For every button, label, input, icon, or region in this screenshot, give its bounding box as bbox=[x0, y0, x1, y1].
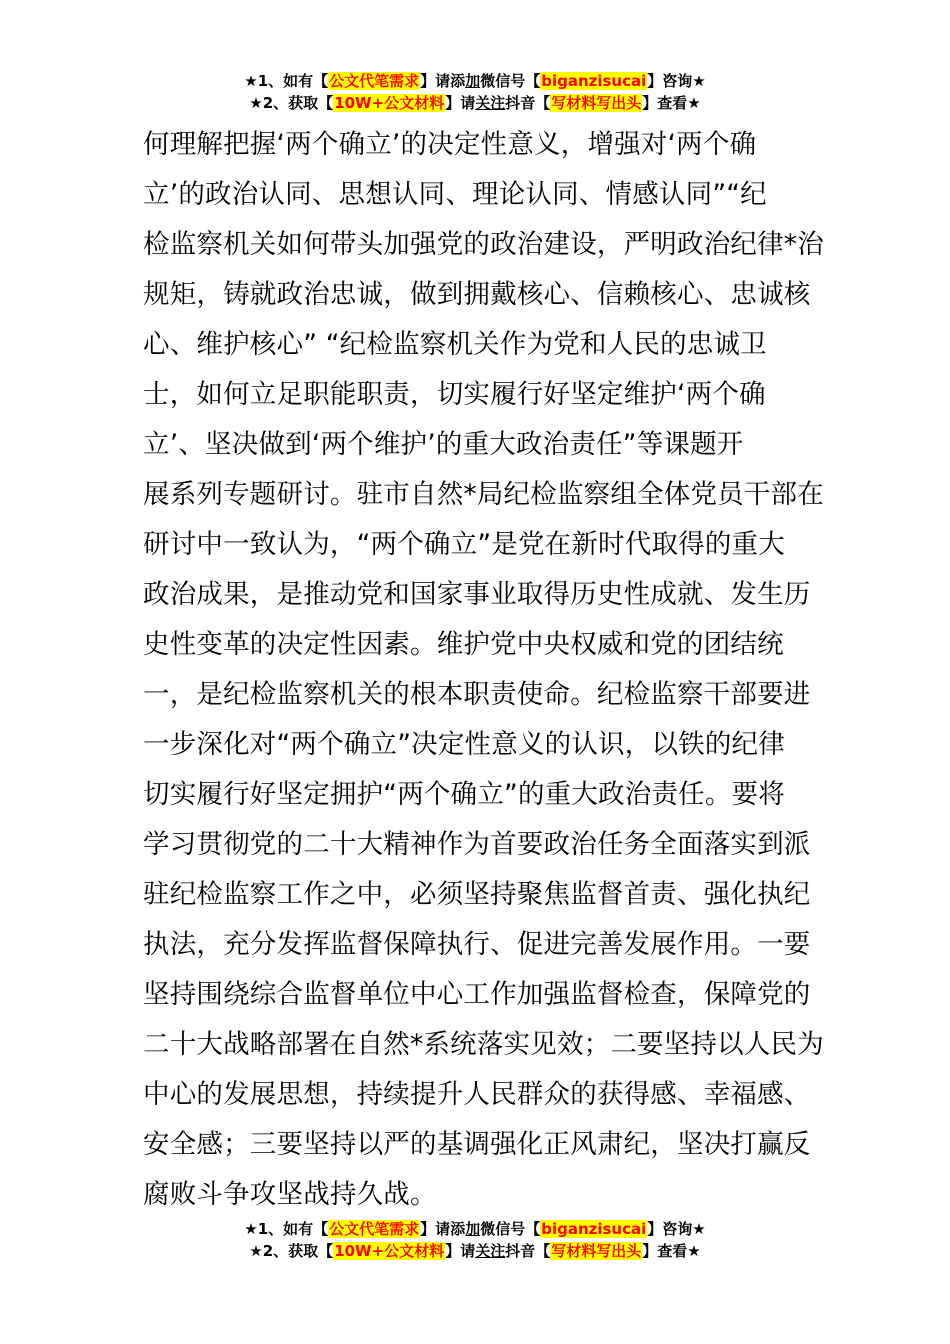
banner-text: 】请 bbox=[445, 94, 476, 112]
body-line: 检监察机关如何带头加强党的政治建设，严明政治纪律*治 bbox=[143, 229, 824, 260]
banner-wechat-id: biganzisucai bbox=[541, 72, 647, 90]
body-line: 执法，充分发挥监督保障执行、促进完善发展作用。一要 bbox=[143, 929, 811, 960]
document-body bbox=[143, 120, 824, 1220]
banner-text: 】请 bbox=[445, 1242, 476, 1260]
banner-highlight: 10W+公文材料 bbox=[334, 94, 445, 112]
body-line: 一，是纪检监察机关的根本职责使命。纪检监察干部要进 bbox=[143, 679, 811, 710]
banner-text: ★1、如有【 bbox=[244, 72, 329, 90]
banner-text: ★1、如有【 bbox=[244, 1220, 329, 1238]
footer-banner bbox=[0, 1218, 950, 1262]
banner-line-2 bbox=[0, 1240, 950, 1262]
body-line: 安全感；三要坚持以严的基调强化正风肃纪，坚决打赢反 bbox=[143, 1129, 811, 1160]
body-line: 士，如何立足职能职责，切实履行好坚定维护‘两个确 bbox=[143, 379, 766, 410]
banner-highlight: 公文代笔需求 bbox=[329, 1220, 420, 1238]
body-line: 学习贯彻党的二十大精神作为首要政治任务全面落实到派 bbox=[143, 829, 811, 860]
banner-text: 】请添 bbox=[420, 1220, 466, 1238]
banner-text: 】咨询★ bbox=[647, 1220, 706, 1238]
body-line: 何理解把握‘两个确立’的决定性意义，增强对‘两个确 bbox=[143, 129, 757, 160]
banner-underline: 关注 bbox=[475, 1242, 506, 1260]
body-line: 研讨中一致认为，“两个确立”是党在新时代取得的重大 bbox=[143, 529, 785, 560]
body-line: 一步深化对“两个确立”决定性意义的认识，以铁的纪律 bbox=[143, 729, 785, 760]
banner-text: ★2、获取【 bbox=[249, 94, 334, 112]
banner-text: 】查看★ bbox=[642, 1242, 701, 1260]
banner-douyin-id: 写材料写出头 bbox=[551, 1242, 642, 1260]
body-line: 驻纪检监察工作之中，必须坚持聚焦监督首责、强化执纪 bbox=[143, 879, 811, 910]
body-line: 二十大战略部署在自然*系统落实见效；二要坚持以人民为 bbox=[143, 1029, 824, 1060]
body-line: 坚持围绕综合监督单位中心工作加强监督检查，保障党的 bbox=[143, 979, 811, 1010]
banner-text: 】查看★ bbox=[642, 94, 701, 112]
body-line: 心、维护核心” “纪检监察机关作为党和人民的忠诚卫 bbox=[143, 329, 767, 360]
banner-douyin-id: 写材料写出头 bbox=[551, 94, 642, 112]
banner-underline: 加 bbox=[465, 1220, 481, 1238]
banner-text: 抖音【 bbox=[505, 94, 551, 112]
banner-line-1 bbox=[0, 70, 950, 92]
banner-underline: 加 bbox=[465, 72, 481, 90]
banner-text: ★2、获取【 bbox=[249, 1242, 334, 1260]
banner-text: 微信号【 bbox=[480, 1220, 541, 1238]
banner-line-2 bbox=[0, 92, 950, 114]
body-line: 腐败斗争攻坚战持久战。 bbox=[143, 1179, 437, 1210]
body-line: 中心的发展思想，持续提升人民群众的获得感、幸福感、 bbox=[143, 1079, 811, 1110]
header-banner bbox=[0, 70, 950, 114]
banner-highlight: 10W+公文材料 bbox=[334, 1242, 445, 1260]
body-line: 切实履行好坚定拥护“两个确立”的重大政治责任。要将 bbox=[143, 779, 785, 810]
banner-text: 】请添 bbox=[420, 72, 466, 90]
banner-text: 】咨询★ bbox=[647, 72, 706, 90]
body-line: 立’的政治认同、思想认同、理论认同、情感认同”“纪 bbox=[143, 179, 767, 210]
body-line: 规矩，铸就政治忠诚，做到拥戴核心、信赖核心、忠诚核 bbox=[143, 279, 811, 310]
banner-text: 微信号【 bbox=[480, 72, 541, 90]
banner-highlight: 公文代笔需求 bbox=[329, 72, 420, 90]
banner-wechat-id: biganzisucai bbox=[541, 1220, 647, 1238]
body-line: 史性变革的决定性因素。维护党中央权威和党的团结统 bbox=[143, 629, 784, 660]
body-line: 政治成果，是推动党和国家事业取得历史性成就、发生历 bbox=[143, 579, 811, 610]
body-line: 展系列专题研讨。驻市自然*局纪检监察组全体党员干部在 bbox=[143, 479, 824, 510]
banner-line-1 bbox=[0, 1218, 950, 1240]
banner-underline: 关注 bbox=[475, 94, 506, 112]
banner-text: 抖音【 bbox=[505, 1242, 551, 1260]
body-line: 立’、坚决做到‘两个维护’的重大政治责任”等课题开 bbox=[143, 429, 744, 460]
